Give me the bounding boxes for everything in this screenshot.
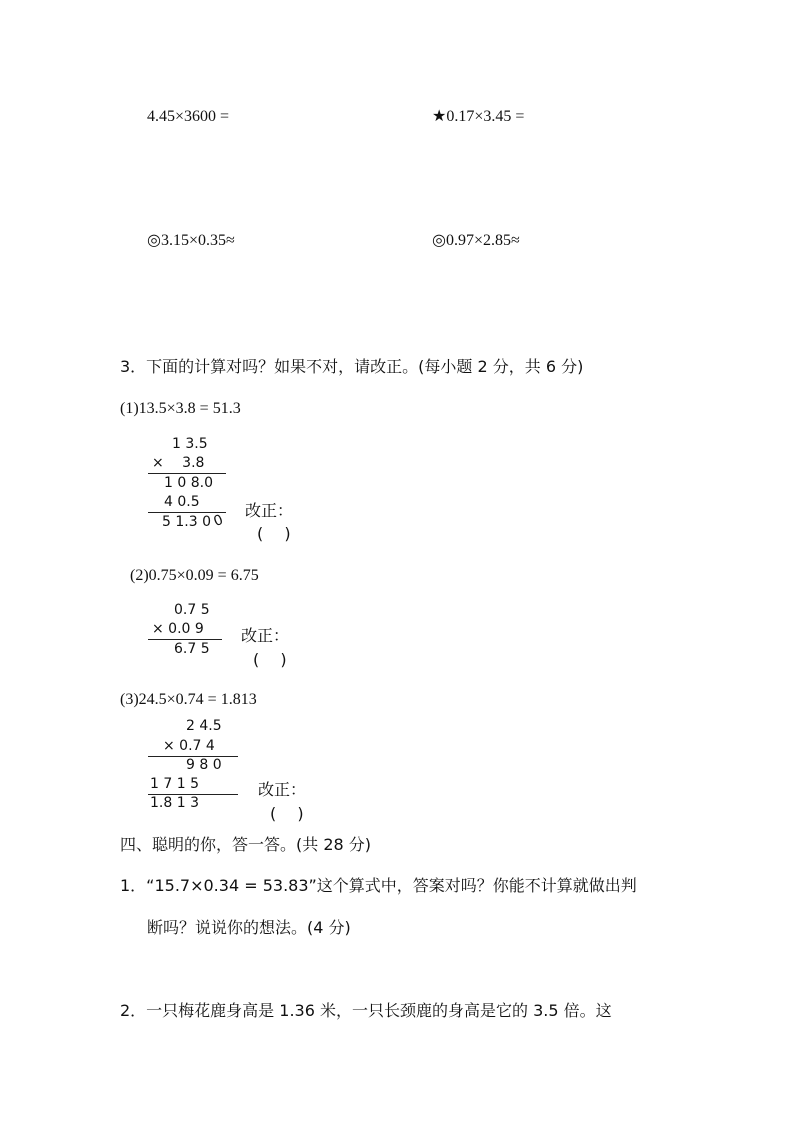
p3-row-3: 9 8 0 bbox=[186, 757, 222, 773]
question-1-line-2: 断吗？说说你的想法。(4 分) bbox=[147, 918, 351, 937]
p2-row-3: 6.7 5 bbox=[174, 641, 210, 657]
question-2-line-1: 2．一只梅花鹿身高是 1.36 米，一只长颈鹿的身高是它的 3.5 倍。这 bbox=[120, 1001, 612, 1020]
p2-answer-paren: ( ) bbox=[253, 650, 287, 669]
p1-row-1: 1 3.5 bbox=[172, 436, 208, 452]
p1-answer-paren: ( ) bbox=[257, 524, 291, 543]
p3-row-2: × 0.7 4 bbox=[163, 738, 215, 754]
p1-line-1 bbox=[148, 473, 226, 474]
problem-1-label: (1)13.5×3.8 = 51.3 bbox=[120, 400, 241, 417]
p1-row-3: 1 0 8.0 bbox=[164, 475, 213, 491]
p2-row-1: 0.7 5 bbox=[174, 602, 210, 618]
p1-row-5: 5 1.3 0 bbox=[162, 514, 211, 530]
p1-row-2: × 3.8 bbox=[152, 455, 205, 471]
p3-row-4: 1 7 1 5 bbox=[150, 776, 199, 792]
p3-answer-paren: ( ) bbox=[270, 804, 304, 823]
p2-row-2: × 0.0 9 bbox=[152, 621, 204, 637]
exercise-2: ★0.17×3.45 = bbox=[432, 108, 525, 125]
problem-3-label: (3)24.5×0.74 = 1.813 bbox=[120, 691, 257, 708]
p3-row-1: 2 4.5 bbox=[186, 718, 222, 734]
question-1-line-1: 1．“15.7×0.34 = 53.83”这个算式中，答案对吗？你能不计算就做出判 bbox=[120, 876, 637, 895]
exercise-1: 4.45×3600 = bbox=[147, 108, 230, 125]
section4-title: 四、聪明的你，答一答。(共 28 分) bbox=[120, 835, 372, 854]
problem-2-label: (2)0.75×0.09 = 6.75 bbox=[130, 567, 259, 584]
p3-row-5: 1.8 1 3 bbox=[150, 795, 199, 811]
section3-title: 3．下面的计算对吗？如果不对，请改正。(每小题 2 分，共 6 分) bbox=[120, 357, 584, 376]
p1-row-4: 4 0.5 bbox=[164, 494, 200, 510]
exercise-4: ◎0.97×2.85≈ bbox=[432, 232, 520, 249]
p1-correction-mark: 0 bbox=[211, 511, 226, 531]
p3-correction-label: 改正： bbox=[258, 780, 307, 799]
exercise-3: ◎3.15×0.35≈ bbox=[147, 232, 235, 249]
p1-correction-label: 改正： bbox=[245, 501, 294, 520]
p2-correction-label: 改正： bbox=[241, 626, 290, 645]
p2-line-1 bbox=[148, 639, 222, 640]
